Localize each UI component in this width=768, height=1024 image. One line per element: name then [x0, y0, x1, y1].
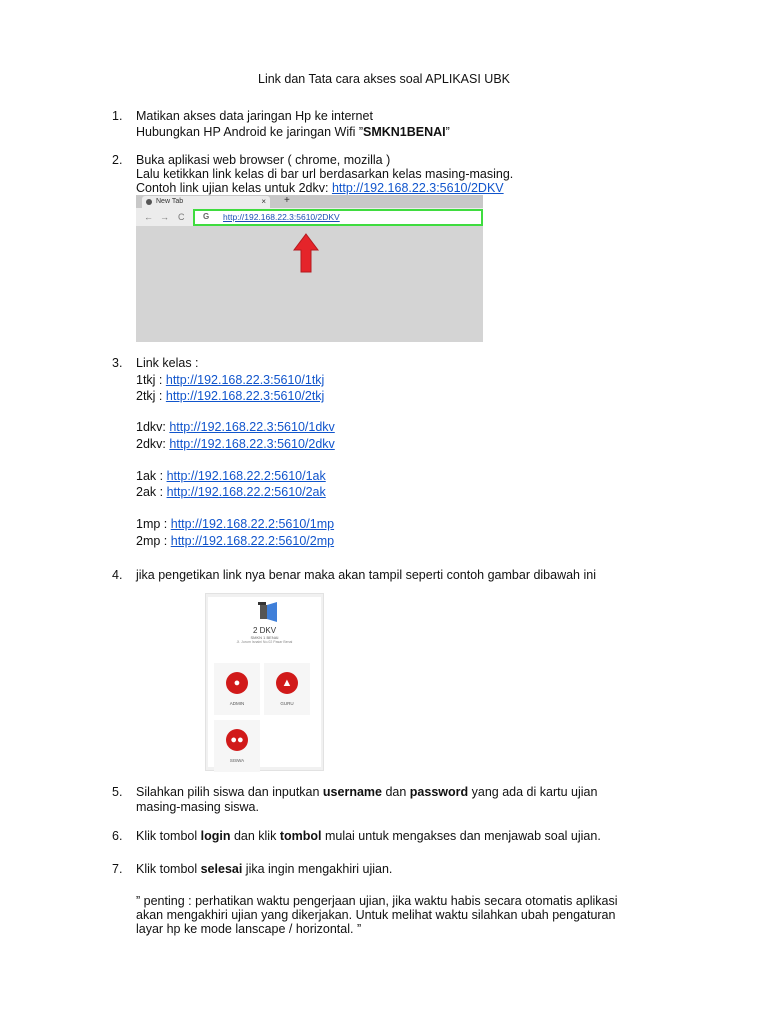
text: Klik tombol: [136, 829, 201, 843]
selesai-term: selesai: [200, 862, 243, 876]
class-name: 2 DKV: [252, 626, 277, 635]
login-term: login: [200, 829, 231, 843]
wifi-name: SMKN1BENAI: [362, 125, 446, 139]
step2-line1: Buka aplikasi web browser ( chrome, mozilla ): [136, 153, 391, 167]
class-link-row: [136, 534, 334, 549]
class-link[interactable]: http://192.168.22.2:5610/1mp: [170, 517, 335, 531]
browser-tab[interactable]: [142, 196, 270, 208]
step5-line1: [136, 785, 597, 800]
class-link[interactable]: http://192.168.22.3:5610/2tkj: [165, 389, 325, 403]
step-number: 1.: [112, 109, 123, 123]
app-screenshot: [205, 593, 324, 771]
users-icon: ●●: [226, 729, 248, 751]
step2-line3-text: Contoh link ujian kelas untuk 2dkv:: [136, 181, 332, 195]
tab-bar: [136, 195, 483, 208]
step1-line2-end: ”: [445, 125, 450, 139]
admin-button[interactable]: [214, 663, 260, 715]
class-link-row: [136, 373, 324, 388]
browser-toolbar: [136, 208, 483, 226]
step-number: 2.: [112, 153, 123, 167]
step6-line: [136, 829, 601, 844]
step7-line: [136, 862, 392, 877]
school-name: SMKN 1 BENAI: [250, 635, 279, 640]
step1-line2-text: Hubungkan HP Android ke jaringan Wifi ”: [136, 125, 363, 139]
step-number: 4.: [112, 568, 123, 582]
note-line1: ” penting : perhatikan waktu pengerjaan ujian, jika waktu habis secara otomatis aplikasi: [136, 894, 618, 908]
class-link-row: [136, 420, 335, 435]
class-link-row: [136, 389, 324, 404]
note-line3: layar hp ke mode lanscape / horizontal. ”: [136, 922, 362, 936]
graduation-cap-icon: ▲: [276, 672, 298, 694]
class-label: 1ak :: [136, 469, 167, 483]
class-label: 2dkv:: [136, 437, 170, 451]
class-link[interactable]: http://192.168.22.3:5610/1tkj: [165, 373, 325, 387]
username-term: username: [322, 785, 382, 799]
text: jika ingin mengakhiri ujian.: [242, 862, 393, 876]
reload-icon[interactable]: C: [178, 212, 185, 222]
address-bar[interactable]: [193, 209, 483, 226]
step-number: 6.: [112, 829, 123, 843]
password-term: password: [409, 785, 469, 799]
guru-label: GURU: [280, 701, 294, 706]
guru-button[interactable]: [264, 663, 310, 715]
step-number: 7.: [112, 862, 123, 876]
forward-icon[interactable]: →: [160, 212, 169, 222]
class-label: 1mp :: [136, 517, 171, 531]
app-screen: [208, 597, 321, 767]
class-link-row: [136, 485, 326, 500]
step2-line2: Lalu ketikkan link kelas di bar url berdasarkan kelas masing-masing.: [136, 167, 514, 181]
page-title: Link dan Tata cara akses soal APLIKASI UBK: [258, 72, 510, 86]
siswa-button[interactable]: [214, 720, 260, 772]
step4-text: jika pengetikan link nya benar maka akan tampil seperti contoh gambar dibawah ini: [136, 568, 596, 582]
step-number: 3.: [112, 356, 123, 370]
step-number: 5.: [112, 785, 123, 799]
class-link[interactable]: http://192.168.22.3:5610/1dkv: [169, 420, 335, 434]
step5-line2: masing-masing siswa.: [136, 800, 259, 814]
class-label: 1tkj :: [136, 373, 166, 387]
text: Silahkan pilih siswa dan inputkan: [136, 785, 323, 799]
close-icon[interactable]: ×: [261, 197, 266, 206]
class-link[interactable]: http://192.168.22.2:5610/2ak: [166, 485, 326, 499]
admin-label: ADMIN: [229, 701, 245, 706]
text: Klik tombol: [136, 862, 201, 876]
note-line2: akan mengakhiri ujian yang dikerjakan. Untuk melihat waktu silahkan ubah pengaturan: [136, 908, 616, 922]
address-bar-url[interactable]: http://192.168.22.3:5610/2DKV: [223, 212, 340, 222]
class-link-row: [136, 469, 326, 484]
class-link[interactable]: http://192.168.22.2:5610/1ak: [166, 469, 326, 483]
class-label: 2mp :: [136, 534, 171, 548]
tab-title: New Tab: [156, 198, 184, 205]
school-address: Jl. Jurum Isnaini No.02 Pasar Benai: [236, 640, 293, 644]
back-icon[interactable]: ←: [144, 212, 153, 222]
browser-screenshot: [136, 195, 483, 342]
step2-line3: [136, 181, 504, 196]
app-logo-icon: [257, 601, 279, 623]
step1-line2: [136, 125, 450, 140]
class-link-row: [136, 437, 335, 452]
siswa-label: SISWA: [229, 758, 245, 763]
class-label: 2ak :: [136, 485, 167, 499]
text: dan klik: [230, 829, 280, 843]
class-label: 2tkj :: [136, 389, 166, 403]
admin-icon: ●: [226, 672, 248, 694]
new-tab-icon[interactable]: +: [284, 195, 290, 206]
class-link[interactable]: http://192.168.22.2:5610/2mp: [170, 534, 335, 548]
class-label: 1dkv:: [136, 420, 170, 434]
step1-line1: Matikan akses data jaringan Hp ke internet: [136, 109, 373, 123]
red-up-arrow-icon: [293, 233, 319, 273]
text: dan: [381, 785, 410, 799]
class-link-row: [136, 517, 334, 532]
tab-favicon-icon: [146, 199, 152, 205]
step3-heading: Link kelas :: [136, 356, 199, 370]
text: mulai untuk mengakses dan menjawab soal ujian.: [321, 829, 601, 843]
example-link[interactable]: http://192.168.22.3:5610/2DKV: [331, 181, 504, 195]
google-icon: G: [203, 212, 210, 221]
class-link[interactable]: http://192.168.22.3:5610/2dkv: [169, 437, 335, 451]
text: yang ada di kartu ujian: [468, 785, 598, 799]
tombol-term: tombol: [279, 829, 322, 843]
